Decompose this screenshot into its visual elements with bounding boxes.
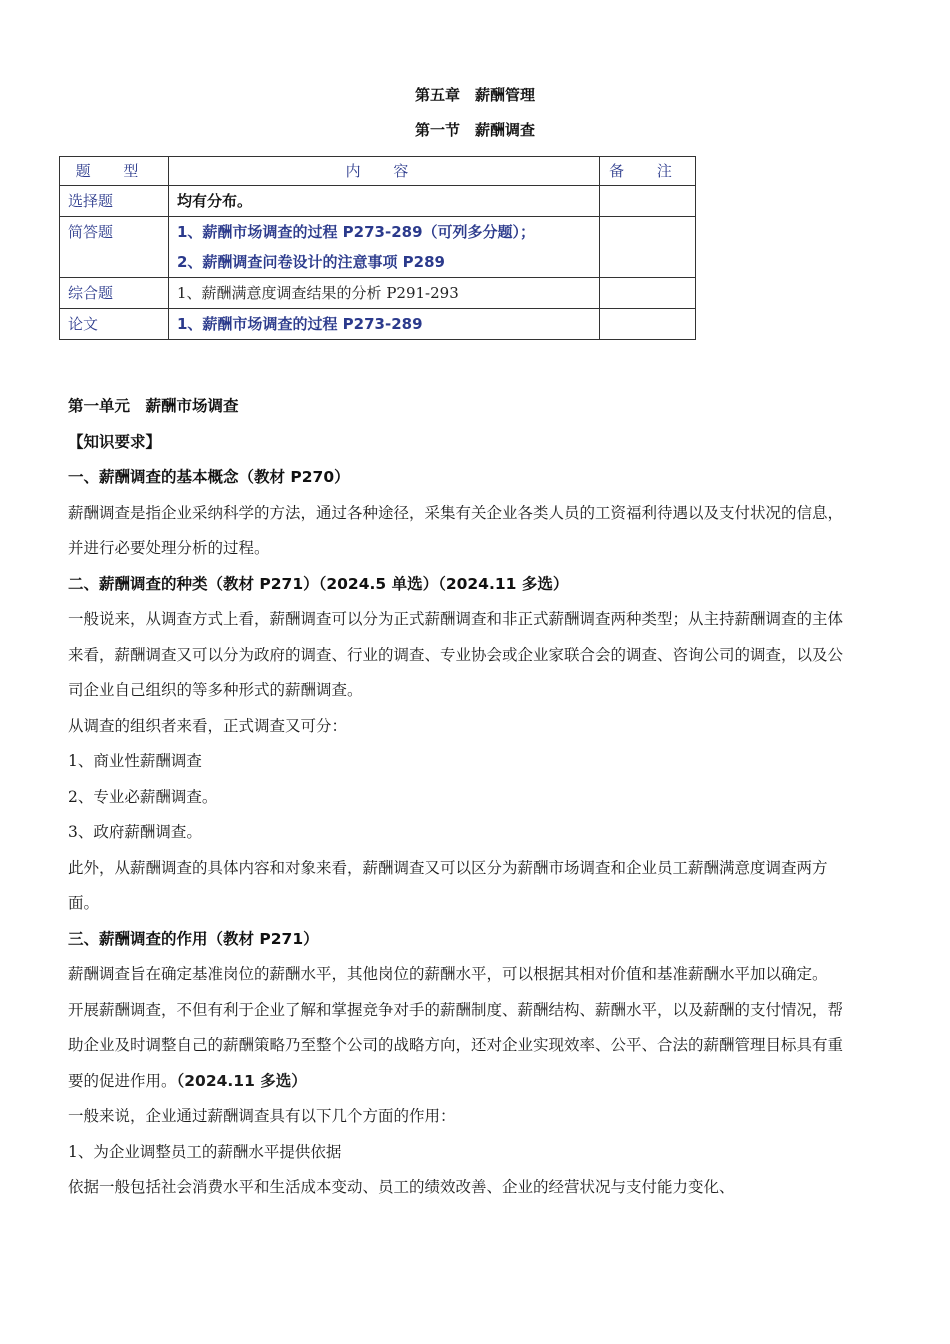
content-line: 1、薪酬市场调查的过程 P273-289 [177, 315, 423, 333]
section-title: 第一节 薪酬调查 [414, 121, 535, 139]
exam-tag: （2024.11 多选） [176, 1071, 307, 1090]
section-heading-1: 一、薪酬调查的基本概念（教材 P270） [68, 468, 350, 486]
table-row [60, 186, 696, 217]
row-content [169, 186, 600, 217]
body-content [68, 389, 843, 1206]
list-item: 1、为企业调整员工的薪酬水平提供依据 [68, 1142, 342, 1161]
content-line: 2、薪酬调查问卷设计的注意事项 P289 [177, 253, 445, 271]
row-content [169, 278, 600, 309]
table-row [60, 309, 696, 340]
row-type: 综合题 [60, 278, 169, 309]
row-content [169, 309, 600, 340]
exam-topics-table [59, 156, 696, 340]
paragraph: 一般说来，从调查方式上看，薪酬调查可以分为正式薪酬调查和非正式薪酬调查两种类型；从主持薪酬调查的主体来看，薪酬调查又可以分为政府的调查、行业的调查、专业协会或企业家联合会的调查、咨询公司的调查，以及公司企业自己组织的等多种形式的薪酬调查。 [68, 610, 844, 699]
paragraph: 一般来说，企业通过薪酬调查具有以下几个方面的作用： [68, 1107, 456, 1125]
list-item: 1、商业性薪酬调查 [68, 752, 202, 770]
unit-title: 第一单元 薪酬市场调查 [68, 397, 239, 415]
chapter-title: 第五章 薪酬管理 [414, 86, 535, 104]
header-note: 备 注 [600, 157, 696, 186]
content-line: 1、薪酬市场调查的过程 P273-289（可列多分题）； [177, 223, 536, 241]
paragraph: 薪酬调查旨在确定基准岗位的薪酬水平，其他岗位的薪酬水平，可以根据其相对价值和基准薪酬水平加以确定。 [68, 965, 828, 983]
row-note [600, 217, 696, 278]
table-row [60, 278, 696, 309]
paragraph: 依据一般包括社会消费水平和生活成本变动、员工的绩效改善、企业的经营状况与支付能力变化、 [68, 1178, 735, 1196]
row-note [600, 186, 696, 217]
list-item: 3、政府薪酬调查。 [68, 823, 202, 841]
paragraph [68, 993, 843, 1100]
row-type: 简答题 [60, 217, 169, 278]
header-content: 内 容 [169, 157, 600, 186]
row-content [169, 217, 600, 278]
row-note [600, 278, 696, 309]
paragraph-text: 开展薪酬调查，不但有利于企业了解和掌握竞争对手的薪酬制度、薪酬结构、薪酬水平，以及薪酬的支付情况，帮助企业及时调整自己的薪酬策略乃至整个公司的战略方向，还对企业实现效率、公平、合法的薪酬管理目标具有重要的促进作用。 [68, 1000, 844, 1090]
table-header-row [60, 157, 696, 186]
content-line: 1、薪酬满意度调查结果的分析 P291-293 [177, 284, 459, 302]
header-type: 题 型 [60, 157, 169, 186]
list-item: 2、专业必薪酬调查。 [68, 787, 218, 806]
row-type: 选择题 [60, 186, 169, 217]
section-heading-2: 二、薪酬调查的种类（教材 P271）（2024.5 单选）（2024.11 多选） [68, 574, 569, 593]
paragraph: 薪酬调查是指企业采纳科学的方法，通过各种途径，采集有关企业各类人员的工资福利待遇以及支付状况的信息，并进行必要处理分析的过程。 [68, 503, 844, 557]
section-heading-3: 三、薪酬调查的作用（教材 P271） [68, 929, 319, 948]
table-row [60, 217, 696, 278]
knowledge-requirements-heading: 【知识要求】 [68, 432, 162, 451]
paragraph: 从调查的组织者来看，正式调查又可分： [68, 716, 348, 735]
content-line: 均有分布。 [177, 192, 253, 210]
row-type: 论文 [60, 309, 169, 340]
row-note [600, 309, 696, 340]
paragraph: 此外，从薪酬调查的具体内容和对象来看，薪酬调查又可以区分为薪酬市场调查和企业员工薪酬满意度调查两方面。 [68, 858, 828, 912]
